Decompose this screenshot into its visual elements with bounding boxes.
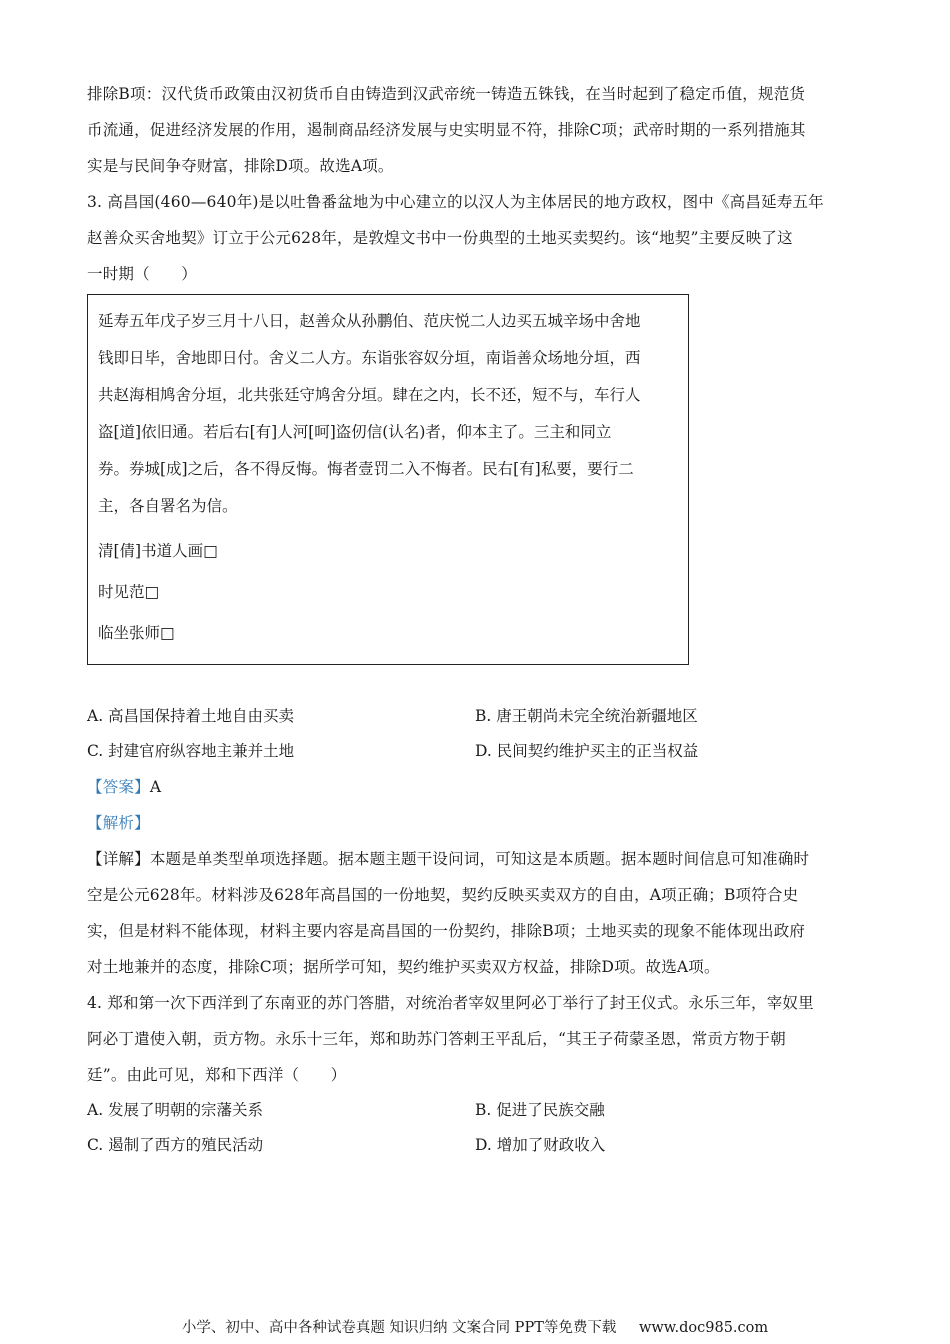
options-row xyxy=(87,734,867,769)
options-row xyxy=(87,1093,867,1128)
question-3 xyxy=(87,184,867,985)
analysis-line xyxy=(87,805,867,841)
contract-line: 延寿五年戊子岁三月十八日，赵善众从孙鹏伯、范庆悦二人边买五城辛场中舍地 xyxy=(98,312,641,330)
question-stem-line: 廷”。由此可见，郑和下西洋（ ） xyxy=(87,1066,347,1084)
option-b: B. 唐王朝尚未完全统治新疆地区 xyxy=(475,707,698,725)
contract-signature: 临坐张师□ xyxy=(98,624,175,642)
contract-signature: 清[倩]书道人画□ xyxy=(98,542,218,560)
options-row xyxy=(87,699,867,734)
document-page xyxy=(87,76,867,1163)
option-b: B. 促进了民族交融 xyxy=(475,1101,605,1119)
text-line: 排除B项：汉代货币政策由汉初货币自由铸造到汉武帝统一铸造五铢钱，在当时起到了稳定币值，规范货 xyxy=(87,85,806,103)
option-a: A. 发展了明朝的宗藩关系 xyxy=(87,1101,264,1119)
page-footer xyxy=(0,1316,950,1337)
contract-line: 钱即日毕，舍地即日付。舍义二人方。东诣张容奴分垣，南诣善众场地分垣，西 xyxy=(98,349,641,367)
question-stem-line: 4. 郑和第一次下西洋到了东南亚的苏门答腊，对统治者宰奴里阿必丁举行了封王仪式。永乐三年，宰奴里 xyxy=(87,994,814,1012)
answer-tag: 【答案】 xyxy=(87,778,150,796)
options-row xyxy=(87,1128,867,1163)
option-a: A. 高昌国保持着土地自由买卖 xyxy=(87,707,295,725)
option-d: D. 增加了财政收入 xyxy=(475,1136,606,1154)
question-4 xyxy=(87,985,867,1163)
question-stem-line: 赵善众买舍地契》订立于公元628年，是敦煌文书中一份典型的土地买卖契约。该“地契”主要反映了这 xyxy=(87,229,793,247)
answer-line xyxy=(87,769,867,805)
contract-line: 券。券城[成]之后，各不得反悔。悔者壹罚二入不悔者。民右[有]私要，要行二 xyxy=(98,460,634,478)
footer-url-link[interactable]: www.doc985.com xyxy=(638,1320,769,1336)
detail-line: 对土地兼并的态度，排除C项；据所学可知，契约维护买卖双方权益，排除D项。故选A项。 xyxy=(87,958,720,976)
option-c: C. 遏制了西方的殖民活动 xyxy=(87,1136,264,1154)
option-c: C. 封建官府纵容地主兼并土地 xyxy=(87,742,295,760)
detail-line xyxy=(87,841,867,877)
contract-material-box xyxy=(87,294,689,665)
detail-line: 实，但是材料不能体现，材料主要内容是高昌国的一份契约，排除B项；土地买卖的现象不能体现出政府 xyxy=(87,922,806,940)
question-stem-line: 3. 高昌国(460—640年)是以吐鲁番盆地为中心建立的以汉人为主体居民的地方政权，图中《高昌延寿五年 xyxy=(87,193,824,211)
detail-text: 本题是单类型单项选择题。据本题主题干设问词，可知这是本质题。据本题时间信息可知准确时 xyxy=(149,850,810,868)
contract-line: 共赵海相鸠舍分垣，北共张廷守鸠舍分垣。肆在之内，长不还，短不与，车行人 xyxy=(98,386,641,404)
detail-tag: 【详解】 xyxy=(87,850,150,868)
question-stem-line: 一时期（ ） xyxy=(87,265,197,283)
contract-signature: 时见范□ xyxy=(98,583,160,601)
question-stem-line: 阿必丁遣使入朝，贡方物。永乐十三年，郑和助苏门答剌王平乱后，“其王子荷蒙圣恩，常贡方物于朝 xyxy=(87,1030,786,1048)
footer-text: 小学、初中、高中各种试卷真题 知识归纳 文案合同 PPT等免费下载 xyxy=(181,1320,617,1336)
contract-line: 主，各自署名为信。 xyxy=(98,497,238,515)
detail-line: 空是公元628年。材料涉及628年高昌国的一份地契，契约反映买卖双方的自由，A项正确；B项符合史 xyxy=(87,886,799,904)
answer-value: A xyxy=(149,778,162,796)
contract-line: 盗[道]依旧通。若后右[有]人河[呵]盗仞信(认名)者，仰本主了。三主和同立 xyxy=(98,423,612,441)
option-d: D. 民间契约维护买主的正当权益 xyxy=(475,742,699,760)
text-line: 实是与民间争夺财富，排除D项。故选A项。 xyxy=(87,157,394,175)
analysis-tag: 【解析】 xyxy=(87,814,150,832)
text-line: 币流通，促进经济发展的作用，遏制商品经济发展与史实明显不符，排除C项；武帝时期的一系列措施其 xyxy=(87,121,806,139)
q2-explanation-tail xyxy=(87,76,867,184)
